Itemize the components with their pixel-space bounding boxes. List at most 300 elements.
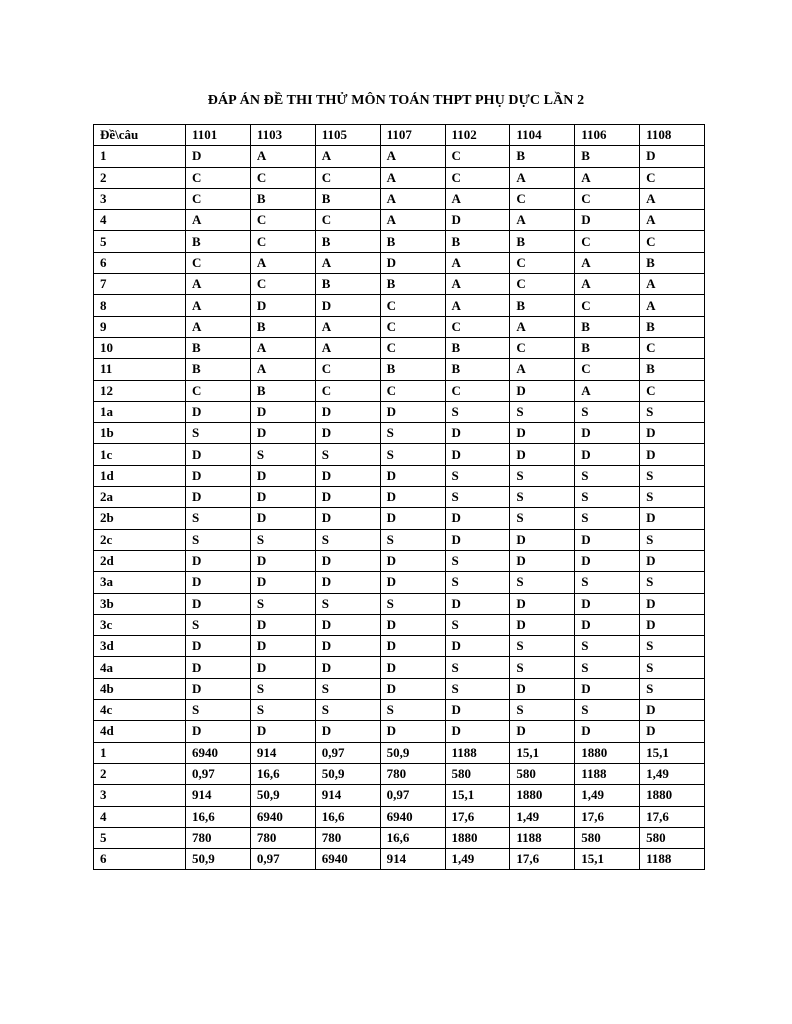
answer-cell: D: [510, 444, 575, 465]
question-cell: 2b: [94, 508, 186, 529]
answer-cell: D: [575, 678, 640, 699]
answer-cell: C: [250, 231, 315, 252]
answer-cell: 1188: [445, 742, 510, 763]
answer-cell: A: [445, 252, 510, 273]
answer-cell: A: [186, 295, 251, 316]
answer-cell: 6940: [380, 806, 445, 827]
answer-cell: C: [510, 274, 575, 295]
answer-cell: A: [575, 380, 640, 401]
answer-cell: D: [250, 295, 315, 316]
answer-cell: C: [445, 316, 510, 337]
answer-cell: S: [445, 487, 510, 508]
answer-cell: D: [380, 721, 445, 742]
answer-cell: S: [510, 572, 575, 593]
answer-cell: C: [186, 167, 251, 188]
answer-cell: S: [445, 657, 510, 678]
table-row: [94, 721, 705, 742]
answer-cell: S: [186, 423, 251, 444]
answer-cell: 15,1: [445, 785, 510, 806]
table-row: [94, 614, 705, 635]
header-cell-label: Đề\câu: [94, 125, 186, 146]
answer-cell: D: [250, 657, 315, 678]
answer-cell: D: [186, 572, 251, 593]
answer-cell: D: [186, 678, 251, 699]
question-cell: 7: [94, 274, 186, 295]
answer-cell: D: [186, 721, 251, 742]
answer-cell: S: [445, 678, 510, 699]
answer-cell: 16,6: [250, 763, 315, 784]
table-row: [94, 295, 705, 316]
answer-cell: S: [445, 572, 510, 593]
table-row: [94, 572, 705, 593]
answer-cell: B: [315, 188, 380, 209]
answer-cell: S: [640, 678, 705, 699]
answer-cell: S: [250, 444, 315, 465]
answer-cell: 50,9: [315, 763, 380, 784]
table-row: [94, 465, 705, 486]
answer-cell: D: [640, 721, 705, 742]
answer-cell: S: [575, 700, 640, 721]
answer-cell: S: [575, 487, 640, 508]
answer-cell: A: [575, 167, 640, 188]
answer-cell: 50,9: [250, 785, 315, 806]
answer-cell: D: [380, 550, 445, 571]
answer-cell: C: [575, 295, 640, 316]
answer-cell: B: [445, 337, 510, 358]
answer-cell: 914: [250, 742, 315, 763]
answer-cell: D: [186, 487, 251, 508]
table-row: [94, 146, 705, 167]
answer-cell: B: [380, 274, 445, 295]
answer-cell: D: [315, 508, 380, 529]
answer-cell: D: [250, 614, 315, 635]
answer-cell: D: [315, 572, 380, 593]
answer-cell: C: [315, 380, 380, 401]
answer-cell: 1188: [575, 763, 640, 784]
question-cell: 6: [94, 252, 186, 273]
answer-cell: C: [445, 167, 510, 188]
question-cell: 2c: [94, 529, 186, 550]
answer-cell: D: [380, 401, 445, 422]
answer-cell: D: [575, 593, 640, 614]
answer-cell: A: [445, 295, 510, 316]
answer-cell: 15,1: [640, 742, 705, 763]
answer-cell: D: [640, 550, 705, 571]
answer-cell: S: [575, 572, 640, 593]
answer-cell: A: [186, 274, 251, 295]
answer-cell: D: [445, 444, 510, 465]
answer-cell: 914: [315, 785, 380, 806]
answer-cell: D: [380, 636, 445, 657]
answer-cell: B: [380, 231, 445, 252]
table-row: [94, 316, 705, 337]
question-cell: 4c: [94, 700, 186, 721]
answer-cell: B: [640, 252, 705, 273]
answer-cell: C: [640, 167, 705, 188]
answer-cell: S: [186, 614, 251, 635]
answer-cell: D: [380, 572, 445, 593]
answer-cell: D: [445, 593, 510, 614]
answer-cell: 780: [186, 827, 251, 848]
header-cell-exam-code: 1103: [250, 125, 315, 146]
answer-cell: S: [640, 636, 705, 657]
answer-cell: A: [250, 337, 315, 358]
answer-cell: S: [380, 423, 445, 444]
question-cell: 4a: [94, 657, 186, 678]
table-row: [94, 274, 705, 295]
answer-cell: 1880: [510, 785, 575, 806]
answer-cell: B: [575, 316, 640, 337]
header-cell-exam-code: 1101: [186, 125, 251, 146]
answer-cell: B: [640, 316, 705, 337]
answer-cell: A: [380, 167, 445, 188]
answer-cell: S: [575, 636, 640, 657]
table-row: [94, 763, 705, 784]
answer-cell: D: [445, 700, 510, 721]
table-row: [94, 636, 705, 657]
question-cell: 9: [94, 316, 186, 337]
answer-cell: D: [510, 678, 575, 699]
answer-cell: B: [250, 316, 315, 337]
table-row: [94, 210, 705, 231]
answer-cell: A: [575, 252, 640, 273]
answer-cell: C: [186, 252, 251, 273]
table-row: [94, 550, 705, 571]
answer-cell: S: [445, 465, 510, 486]
answer-cell: B: [510, 295, 575, 316]
answer-cell: 17,6: [575, 806, 640, 827]
answer-cell: B: [640, 359, 705, 380]
answer-cell: B: [186, 231, 251, 252]
header-cell-exam-code: 1108: [640, 125, 705, 146]
answer-cell: B: [315, 274, 380, 295]
answer-cell: C: [380, 337, 445, 358]
answer-cell: S: [640, 529, 705, 550]
question-cell: 1c: [94, 444, 186, 465]
answer-cell: C: [186, 380, 251, 401]
answer-cell: A: [380, 188, 445, 209]
answer-cell: 17,6: [640, 806, 705, 827]
answer-cell: 1,49: [640, 763, 705, 784]
answer-cell: D: [380, 678, 445, 699]
answer-cell: S: [510, 636, 575, 657]
answer-cell: B: [510, 146, 575, 167]
answer-cell: B: [380, 359, 445, 380]
answer-key-table-body: [94, 125, 705, 870]
table-row: [94, 167, 705, 188]
answer-cell: D: [575, 614, 640, 635]
answer-cell: D: [250, 487, 315, 508]
answer-cell: B: [186, 359, 251, 380]
answer-cell: D: [510, 380, 575, 401]
question-cell: 3b: [94, 593, 186, 614]
answer-cell: 16,6: [186, 806, 251, 827]
answer-cell: S: [250, 678, 315, 699]
question-cell: 2: [94, 167, 186, 188]
answer-cell: S: [575, 508, 640, 529]
answer-cell: C: [315, 210, 380, 231]
answer-cell: 16,6: [315, 806, 380, 827]
answer-cell: A: [510, 359, 575, 380]
question-cell: 4: [94, 210, 186, 231]
answer-cell: S: [315, 529, 380, 550]
answer-cell: D: [186, 593, 251, 614]
answer-cell: S: [315, 444, 380, 465]
answer-cell: S: [640, 465, 705, 486]
answer-cell: A: [575, 274, 640, 295]
answer-cell: 1,49: [575, 785, 640, 806]
table-row: [94, 380, 705, 401]
answer-cell: S: [510, 657, 575, 678]
answer-cell: S: [445, 614, 510, 635]
answer-cell: A: [510, 167, 575, 188]
answer-cell: D: [510, 550, 575, 571]
answer-cell: 0,97: [380, 785, 445, 806]
answer-cell: D: [380, 614, 445, 635]
answer-cell: B: [186, 337, 251, 358]
answer-cell: S: [186, 529, 251, 550]
header-cell-exam-code: 1107: [380, 125, 445, 146]
answer-cell: D: [315, 423, 380, 444]
answer-cell: D: [250, 423, 315, 444]
header-cell-exam-code: 1104: [510, 125, 575, 146]
question-cell: 1: [94, 146, 186, 167]
answer-cell: D: [315, 487, 380, 508]
answer-cell: S: [575, 657, 640, 678]
answer-cell: C: [510, 188, 575, 209]
answer-cell: D: [315, 465, 380, 486]
answer-cell: C: [380, 295, 445, 316]
answer-cell: 15,1: [510, 742, 575, 763]
answer-cell: D: [250, 508, 315, 529]
table-row: [94, 231, 705, 252]
answer-cell: B: [445, 231, 510, 252]
table-row: [94, 785, 705, 806]
answer-cell: C: [250, 274, 315, 295]
answer-cell: 1,49: [510, 806, 575, 827]
table-row: [94, 529, 705, 550]
answer-cell: D: [445, 210, 510, 231]
answer-cell: D: [640, 508, 705, 529]
answer-cell: D: [445, 721, 510, 742]
answer-cell: D: [250, 721, 315, 742]
answer-cell: C: [380, 316, 445, 337]
answer-cell: C: [640, 231, 705, 252]
answer-cell: S: [380, 444, 445, 465]
answer-cell: D: [315, 614, 380, 635]
question-cell: 3d: [94, 636, 186, 657]
answer-cell: 1188: [510, 827, 575, 848]
answer-cell: D: [640, 146, 705, 167]
answer-cell: 914: [186, 785, 251, 806]
answer-cell: S: [380, 700, 445, 721]
answer-cell: S: [510, 700, 575, 721]
answer-cell: D: [186, 636, 251, 657]
answer-cell: C: [250, 167, 315, 188]
answer-cell: S: [380, 593, 445, 614]
answer-cell: A: [640, 210, 705, 231]
answer-cell: D: [445, 529, 510, 550]
answer-cell: D: [510, 593, 575, 614]
answer-cell: S: [315, 593, 380, 614]
table-row: [94, 359, 705, 380]
answer-cell: 50,9: [186, 849, 251, 870]
answer-cell: S: [250, 700, 315, 721]
answer-cell: D: [380, 465, 445, 486]
answer-cell: D: [186, 401, 251, 422]
answer-cell: 6940: [250, 806, 315, 827]
answer-cell: S: [640, 657, 705, 678]
answer-cell: C: [640, 337, 705, 358]
answer-cell: 1880: [575, 742, 640, 763]
answer-cell: D: [445, 636, 510, 657]
header-row: [94, 125, 705, 146]
answer-cell: A: [250, 359, 315, 380]
table-row: [94, 487, 705, 508]
answer-cell: C: [640, 380, 705, 401]
answer-cell: A: [250, 252, 315, 273]
question-cell: 5: [94, 231, 186, 252]
answer-cell: A: [640, 295, 705, 316]
question-cell: 12: [94, 380, 186, 401]
answer-cell: 580: [575, 827, 640, 848]
answer-cell: D: [186, 550, 251, 571]
header-cell-exam-code: 1106: [575, 125, 640, 146]
answer-cell: 580: [445, 763, 510, 784]
header-cell-exam-code: 1105: [315, 125, 380, 146]
answer-cell: 1188: [640, 849, 705, 870]
question-cell: 3c: [94, 614, 186, 635]
answer-cell: 6940: [315, 849, 380, 870]
answer-cell: S: [640, 401, 705, 422]
table-row: [94, 444, 705, 465]
table-row: [94, 508, 705, 529]
answer-cell: D: [575, 721, 640, 742]
answer-cell: 1,49: [445, 849, 510, 870]
answer-cell: D: [640, 614, 705, 635]
answer-cell: A: [250, 146, 315, 167]
answer-cell: S: [510, 465, 575, 486]
answer-cell: D: [575, 529, 640, 550]
answer-cell: A: [186, 210, 251, 231]
answer-key-table: [93, 124, 705, 870]
header-cell-exam-code: 1102: [445, 125, 510, 146]
table-row: [94, 806, 705, 827]
question-cell: 4b: [94, 678, 186, 699]
answer-cell: S: [640, 572, 705, 593]
question-cell: 10: [94, 337, 186, 358]
answer-cell: D: [315, 550, 380, 571]
answer-cell: 0,97: [186, 763, 251, 784]
question-cell: 3: [94, 188, 186, 209]
answer-cell: B: [575, 337, 640, 358]
answer-cell: D: [315, 636, 380, 657]
answer-cell: A: [315, 316, 380, 337]
answer-cell: D: [510, 614, 575, 635]
answer-cell: D: [445, 423, 510, 444]
answer-cell: D: [186, 146, 251, 167]
answer-cell: S: [510, 508, 575, 529]
table-row: [94, 678, 705, 699]
question-cell: 3a: [94, 572, 186, 593]
answer-cell: A: [510, 316, 575, 337]
question-cell: 3: [94, 785, 186, 806]
table-row: [94, 252, 705, 273]
answer-cell: D: [510, 721, 575, 742]
answer-cell: D: [640, 444, 705, 465]
answer-cell: D: [575, 550, 640, 571]
answer-cell: 1880: [445, 827, 510, 848]
answer-cell: S: [380, 529, 445, 550]
question-cell: 2: [94, 763, 186, 784]
table-row: [94, 337, 705, 358]
answer-cell: 0,97: [315, 742, 380, 763]
answer-cell: D: [445, 508, 510, 529]
answer-cell: A: [315, 252, 380, 273]
question-cell: 4d: [94, 721, 186, 742]
question-cell: 2a: [94, 487, 186, 508]
answer-cell: B: [250, 188, 315, 209]
answer-cell: B: [575, 146, 640, 167]
answer-cell: S: [575, 465, 640, 486]
answer-cell: C: [445, 380, 510, 401]
answer-cell: D: [640, 700, 705, 721]
table-row: [94, 827, 705, 848]
answer-cell: C: [575, 188, 640, 209]
answer-cell: C: [315, 167, 380, 188]
answer-cell: 17,6: [510, 849, 575, 870]
document-title: ĐÁP ÁN ĐỀ THI THỬ MÔN TOÁN THPT PHỤ DỰC LẦN 2: [207, 93, 585, 108]
answer-cell: D: [186, 444, 251, 465]
answer-cell: A: [186, 316, 251, 337]
answer-cell: A: [445, 274, 510, 295]
answer-cell: B: [250, 380, 315, 401]
answer-cell: S: [510, 401, 575, 422]
answer-cell: S: [186, 508, 251, 529]
answer-cell: D: [315, 401, 380, 422]
answer-cell: C: [510, 252, 575, 273]
answer-cell: D: [380, 508, 445, 529]
answer-cell: 914: [380, 849, 445, 870]
answer-cell: S: [250, 529, 315, 550]
answer-cell: A: [510, 210, 575, 231]
answer-cell: C: [510, 337, 575, 358]
answer-cell: D: [250, 465, 315, 486]
answer-cell: S: [250, 593, 315, 614]
table-row: [94, 657, 705, 678]
answer-cell: 50,9: [380, 742, 445, 763]
answer-cell: 17,6: [445, 806, 510, 827]
question-cell: 1d: [94, 465, 186, 486]
answer-cell: C: [315, 359, 380, 380]
answer-cell: 780: [250, 827, 315, 848]
table-row: [94, 700, 705, 721]
answer-cell: S: [575, 401, 640, 422]
answer-cell: 780: [380, 763, 445, 784]
table-row: [94, 849, 705, 870]
table-row: [94, 593, 705, 614]
answer-cell: A: [315, 337, 380, 358]
answer-cell: 6940: [186, 742, 251, 763]
answer-cell: 15,1: [575, 849, 640, 870]
answer-cell: B: [315, 231, 380, 252]
table-row: [94, 188, 705, 209]
question-cell: 1b: [94, 423, 186, 444]
answer-cell: S: [510, 487, 575, 508]
question-cell: 6: [94, 849, 186, 870]
question-cell: 11: [94, 359, 186, 380]
answer-cell: D: [250, 550, 315, 571]
